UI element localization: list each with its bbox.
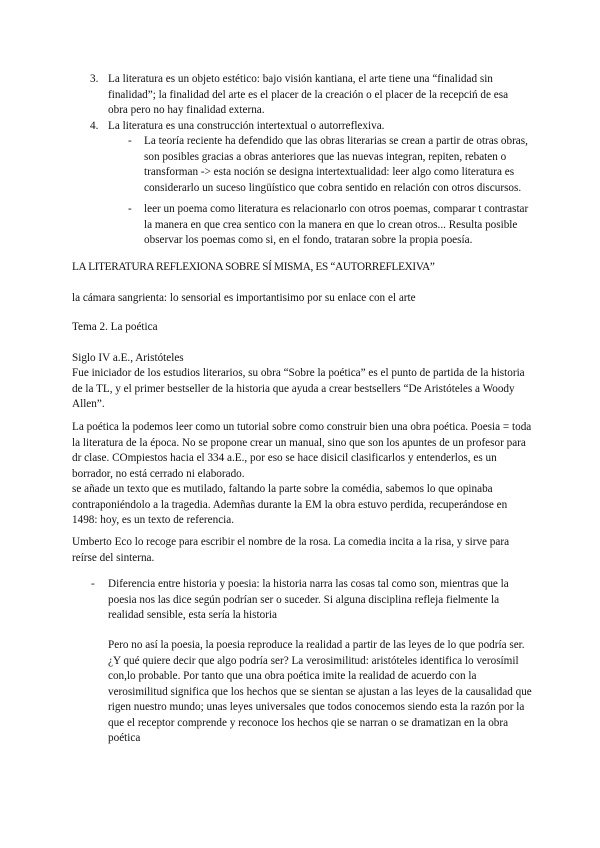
bullet-dash: - bbox=[128, 135, 132, 147]
list-number-4: 4. bbox=[90, 120, 99, 132]
camara-sangrienta-note: la cámara sangrienta: lo sensorial es importantisimo por su enlace con el arte bbox=[72, 292, 416, 304]
list-number-3: 3. bbox=[90, 73, 99, 85]
paragraph-poetica: La poética la podemos leer como un tutorial sobre como construir bien una obra poética. Poesia = toda la literatura de la época. No se propone crear un manual, sino que son los apuntes de un profesor para dr clase. COmpiestos hacia el 334 a.E., por eso se hace disicil clasificarlos y entenderlos, es un borrador, no está cerrado ni elaborado. bbox=[72, 421, 532, 480]
bullet-intertextualidad: La teoría reciente ha defendido que las obras literarias se crean a partir de otras obras, son posibles gracias a obras anteriores que las nuevas integran, repiten, rebaten o transforman -> esta noción se designa intertextualidad: leer algo como literatura es considerarlo un suceso lingüístico que cobra sentido en relación con otros discursos. bbox=[144, 135, 528, 194]
list-item-4: La literatura es una construcción intertextual o autorreflexiva. bbox=[108, 120, 385, 132]
heading-autorreflexiva: LA LITERATURA REFLEXIONA SOBRE SÍ MISMA, ES “AUTORREFLEXIVA” bbox=[72, 261, 435, 273]
section-title: Tema 2. La poética bbox=[72, 321, 158, 333]
list-item-3: La literatura es un objeto estético: bajo visión kantiana, el arte tiene una “finalidad sin finalidad”; la finalidad del arte es el placer de la creación o el placer de la recepciń de esa obra pero no hay finalidad externa. bbox=[108, 73, 509, 116]
paragraph-verosimilitud: Pero no así la poesia, la poesia reproduce la realidad a partir de las leyes de lo que podría ser. ¿Y qué quiere decir que algo podría ser? La verosimilitud: aristóteles identifica lo verosímil con,lo probable. Por tanto que una obra poética imite la realidad de acuerdo con la verosimilitud significa que los hechos que se sientan se ajustan a las leyes de la causalidad que rigen nuestro mundo; unas leyes universales que todos conocemos siendo esta la razón por la que el receptor comprende y reconoce los hechos qie se narran o se dramatizan en la obra poética bbox=[108, 639, 532, 744]
siglo-line: Siglo IV a.E., Aristóteles bbox=[72, 352, 184, 364]
paragraph-iniciador: Fue iniciador de los estudios literarios, su obra “Sobre la poética” es el punto de partida de la historia de la TL, y el primer bestseller de la historia que ayuda a crear bestsellers “De Aristóteles a Woody Allen”. bbox=[72, 367, 525, 410]
bullet-dash: - bbox=[128, 203, 132, 215]
bullet-dash: - bbox=[91, 578, 95, 590]
paragraph-umberto-eco: Umberto Eco lo recoge para escribir el nombre de la rosa. La comedia incita a la risa, y sirve para reírse del sinterna. bbox=[72, 536, 510, 564]
bullet-historia-poesia: Diferencia entre historia y poesia: la historia narra las cosas tal como son, mientras que la poesia nos las dice según podrían ser o suceder. Si alguna disciplina refleja fielmente la realidad sensible, esta sería la historia bbox=[108, 578, 509, 621]
paragraph-mutilado: se añade un texto que es mutilado, faltando la parte sobre la comédia, sabemos lo que opinaba contraponiéndolo a la tragedia. Ademñas durante la EM la obra estuvo perdida, recuperándose en 1498: hoy, es un texto de referencia. bbox=[72, 483, 508, 526]
bullet-poema: leer un poema como literatura es relacionarlo con otros poemas, comparar t contrastar la manera en que crea sentico con la manera en que lo crean otros... Resulta posible observar los poemas como si, en el fondo, trataran sobre la propia poesía. bbox=[144, 203, 529, 246]
